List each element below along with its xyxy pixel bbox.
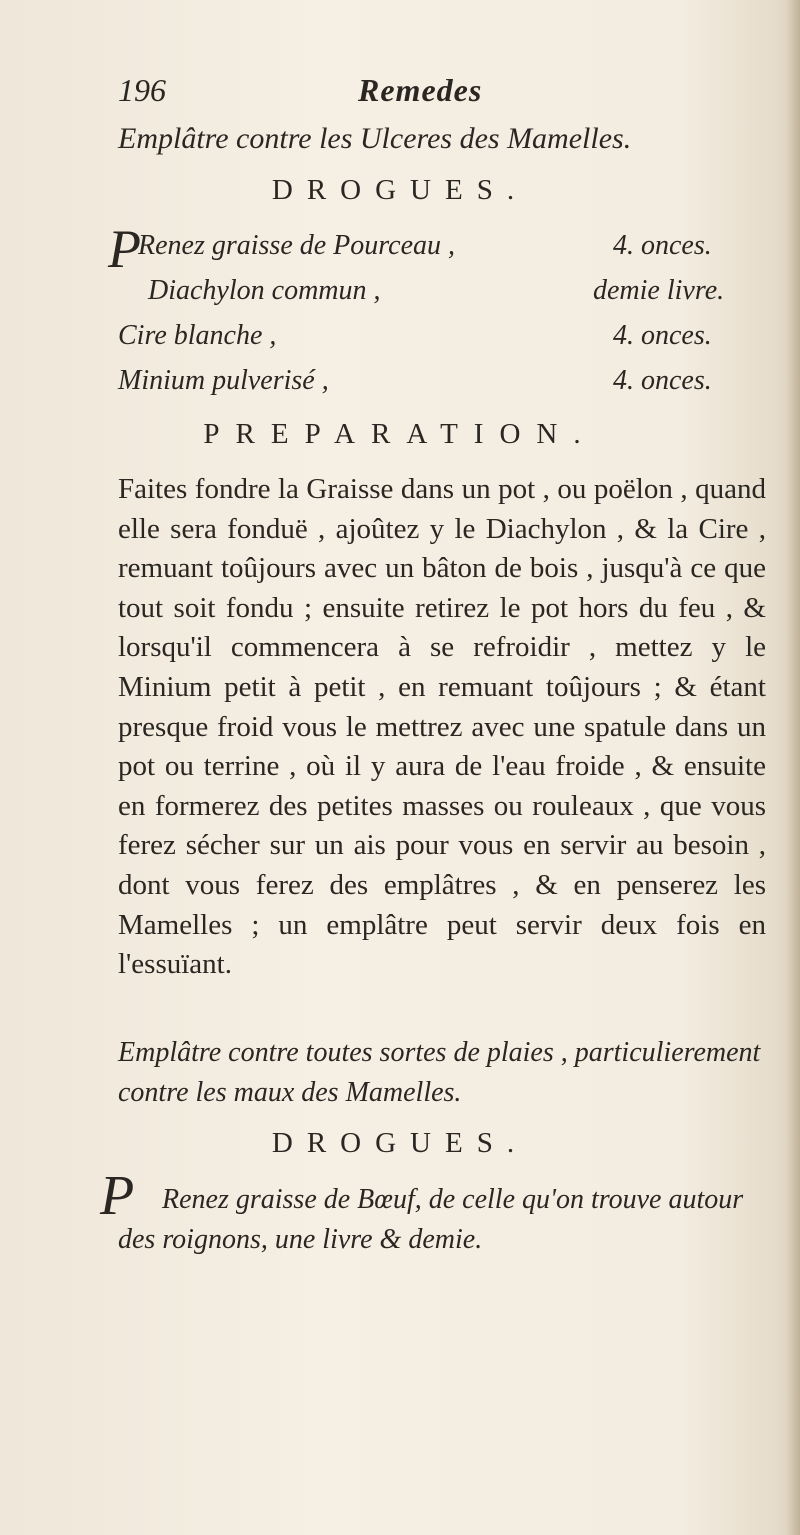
drop-cap: P xyxy=(108,219,141,279)
ingredient-row xyxy=(148,275,758,315)
running-title: Remedes xyxy=(358,72,483,108)
ingredient-quantity: 4. onces. xyxy=(613,320,712,351)
ingredient-quantity: demie livre. xyxy=(593,275,725,306)
section-title-ulceres: Emplâtre contre les Ulceres des Mamelles. xyxy=(118,122,632,155)
section-title-plaies: Emplâtre contre toutes sortes de plaies , particulierement contre les maux des Mamelles. xyxy=(118,1037,761,1108)
ingredient-name: Diachylon commun , xyxy=(148,275,381,306)
page-edge-shadow xyxy=(786,0,800,1535)
running-header xyxy=(118,72,678,112)
preparation-heading: PREPARATION. xyxy=(203,418,597,450)
ingredient-name: Cire blanche , xyxy=(118,320,277,351)
ingredient-text: Renez graisse de Bœuf, de celle qu'on trouve autour des roignons, une livre & demie. xyxy=(118,1184,744,1255)
ingredient-row xyxy=(138,230,758,270)
preparation-paragraph: Faites fondre la Graisse dans un pot , ou poëlon , quand elle sera fonduë , ajoûtez y le Diachylon , & la Cire , remuant toûjours avec un bâton de bois , jusqu'à ce que tout soit fondu ; ensuite retirez le pot hors du feu , & lorsqu'il commencera à se refroidir , mettez y le Minium petit à petit , en remuant toûjours ; & étant presque froid vous le mettrez avec une spatule dans un pot ou terrine , où il y aura de l'eau froide , & ensuite en formerez des petites masses ou rouleaux , que vous ferez sécher sur un ais pour vous en servir au besoin , dont vous ferez des emplâtres , & en penserez les Mamelles ; un emplâtre peut servir deux fois en l'essuïant. xyxy=(118,473,766,981)
ingredient-quantity: 4. onces. xyxy=(613,365,712,396)
ingredient-name: Minium pulverisé , xyxy=(118,365,329,396)
drop-cap-2: P xyxy=(100,1165,135,1227)
ingredient-row xyxy=(118,320,758,360)
drogues-heading-2: DROGUES. xyxy=(271,1127,529,1159)
ingredient-quantity: 4. onces. xyxy=(613,230,712,261)
ingredient-paragraph xyxy=(118,1180,766,1260)
page-number: 196 xyxy=(118,72,166,108)
drogues-heading: DROGUES. xyxy=(271,174,529,206)
ingredient-name: Renez graisse de Pourceau , xyxy=(138,230,455,261)
ingredient-row xyxy=(118,365,758,405)
